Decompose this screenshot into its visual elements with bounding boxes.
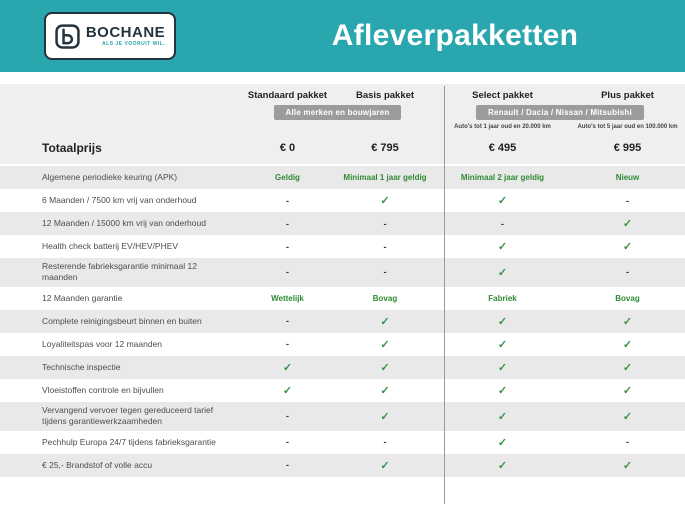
check-icon: ✓ [380, 338, 390, 351]
feature-label: Loyaliteitspas voor 12 maanden [42, 338, 163, 349]
price-standaard: € 0 [279, 142, 296, 154]
bochane-logo [44, 12, 176, 60]
feature-row [0, 212, 685, 235]
check-icon: ✓ [497, 436, 508, 449]
column-headers-row [0, 90, 685, 101]
feature-row [0, 333, 685, 356]
check-icon: ✓ [497, 266, 508, 279]
feature-row [0, 454, 685, 477]
dash-mark: - [383, 241, 387, 252]
check-icon: ✓ [380, 384, 390, 397]
feature-label: Resterende fabrieksgarantie minimaal 12 maanden [42, 261, 197, 283]
price-select: € 495 [488, 142, 517, 154]
feature-value: Bovag [372, 293, 398, 303]
column-header-select: Select pakket [472, 90, 533, 101]
header-bar [0, 0, 685, 72]
feature-row [0, 431, 685, 454]
dash-mark: - [286, 267, 289, 278]
feature-row [0, 402, 685, 431]
dash-mark: - [286, 437, 289, 448]
feature-value: Nieuw [615, 173, 640, 182]
check-icon: ✓ [622, 218, 633, 230]
badge-cell [240, 105, 435, 120]
dash-mark: - [383, 267, 387, 278]
bochane-logo-icon [55, 24, 80, 49]
feature-value: Minimaal 2 jaar geldig [460, 173, 545, 182]
logo-name: BOCHANE [85, 24, 166, 41]
check-icon: ✓ [622, 338, 633, 351]
feature-row [0, 379, 685, 402]
check-icon: ✓ [622, 315, 633, 328]
check-icon: ✓ [497, 361, 508, 374]
feature-value: Geldig [275, 173, 300, 182]
vertical-divider [444, 86, 445, 504]
feature-row [0, 235, 685, 258]
feature-rows [0, 166, 685, 477]
totaalprijs-row [0, 132, 685, 164]
feature-label: 6 Maanden / 7500 km vrij van onderhoud [42, 194, 197, 205]
column-header-plus: Plus pakket [601, 90, 654, 101]
column-notes-row [0, 120, 685, 130]
check-icon: ✓ [380, 195, 390, 207]
feature-label: Pechhulp Europa 24/7 tijdens fabrieksgarantie [42, 436, 216, 447]
feature-value: Minimaal 1 jaar geldig [343, 173, 427, 182]
badge-renault-dacia-nissan-mitsubishi: Renault / Dacia / Nissan / Mitsubishi [476, 105, 644, 120]
dash-mark: - [626, 195, 629, 206]
price-plus: € 995 [613, 142, 642, 154]
dash-mark: - [501, 218, 504, 229]
feature-label: 12 Maanden / 15000 km vrij van onderhoud [42, 217, 206, 228]
check-icon: ✓ [622, 410, 633, 423]
table-header [0, 84, 685, 164]
check-icon: ✓ [622, 361, 633, 374]
feature-row [0, 287, 685, 310]
check-icon: ✓ [380, 410, 390, 423]
totaalprijs-label: Totaalprijs [42, 141, 102, 155]
dash-mark: - [286, 241, 289, 252]
feature-row [0, 258, 685, 287]
check-icon: ✓ [622, 459, 633, 472]
check-icon: ✓ [622, 384, 633, 397]
feature-value: Fabriek [488, 293, 517, 303]
check-icon: ✓ [380, 361, 390, 374]
feature-label: Technische inspectie [42, 361, 121, 372]
feature-row [0, 356, 685, 379]
group-badges-row [0, 105, 685, 120]
check-icon: ✓ [282, 361, 293, 374]
check-icon: ✓ [497, 315, 508, 328]
check-icon: ✓ [622, 241, 633, 253]
check-icon: ✓ [497, 410, 508, 423]
feature-label: Vloeistoffen controle en bijvullen [42, 384, 164, 395]
check-icon: ✓ [497, 459, 508, 472]
price-basis: € 795 [371, 142, 399, 154]
feature-row [0, 310, 685, 333]
feature-value: Bovag [615, 293, 640, 303]
badge-cell [435, 105, 685, 120]
feature-row [0, 189, 685, 212]
feature-row [0, 166, 685, 189]
feature-label: 12 Maanden garantie [42, 292, 123, 303]
dash-mark: - [286, 195, 289, 206]
check-icon: ✓ [380, 459, 390, 472]
feature-value: Wettelijk [271, 293, 304, 303]
check-icon: ✓ [282, 384, 293, 397]
dash-mark: - [383, 218, 387, 229]
check-icon: ✓ [380, 315, 390, 328]
logo-text [86, 25, 165, 47]
logo-tagline: ALS JE VOORUIT WIL. [102, 41, 166, 47]
dash-mark: - [286, 411, 289, 422]
column-header-standaard: Standaard pakket [247, 90, 328, 101]
check-icon: ✓ [497, 384, 508, 397]
feature-label: € 25,- Brandstof of volle accu [42, 459, 153, 470]
feature-label: Complete reinigingsbeurt binnen en buiten [42, 315, 202, 326]
page-title: Afleverpakketten [331, 19, 579, 52]
feature-label: Vervangend vervoer tegen gereduceerd tarief tijdens garantiewerkzaamheden [42, 404, 214, 427]
badge-alle-merken: Alle merken en bouwjaren [274, 105, 402, 120]
check-icon: ✓ [497, 241, 508, 253]
dash-mark: - [286, 316, 289, 327]
note-plus-pakket: Auto's tot 5 jaar oud en 100.000 km [577, 124, 678, 130]
check-icon: ✓ [497, 338, 508, 351]
check-icon: ✓ [497, 195, 508, 207]
dash-mark: - [286, 460, 289, 471]
feature-label: Health check batterij EV/HEV/PHEV [42, 240, 179, 251]
note-select-pakket: Auto's tot 1 jaar oud en 20.000 km [454, 124, 551, 130]
feature-label: Algemene periodieke keuring (APK) [42, 171, 178, 182]
dash-mark: - [626, 437, 629, 448]
dash-mark: - [626, 267, 629, 278]
column-header-basis: Basis pakket [355, 90, 415, 101]
dash-mark: - [383, 437, 387, 448]
dash-mark: - [286, 218, 289, 229]
dash-mark: - [286, 339, 289, 350]
